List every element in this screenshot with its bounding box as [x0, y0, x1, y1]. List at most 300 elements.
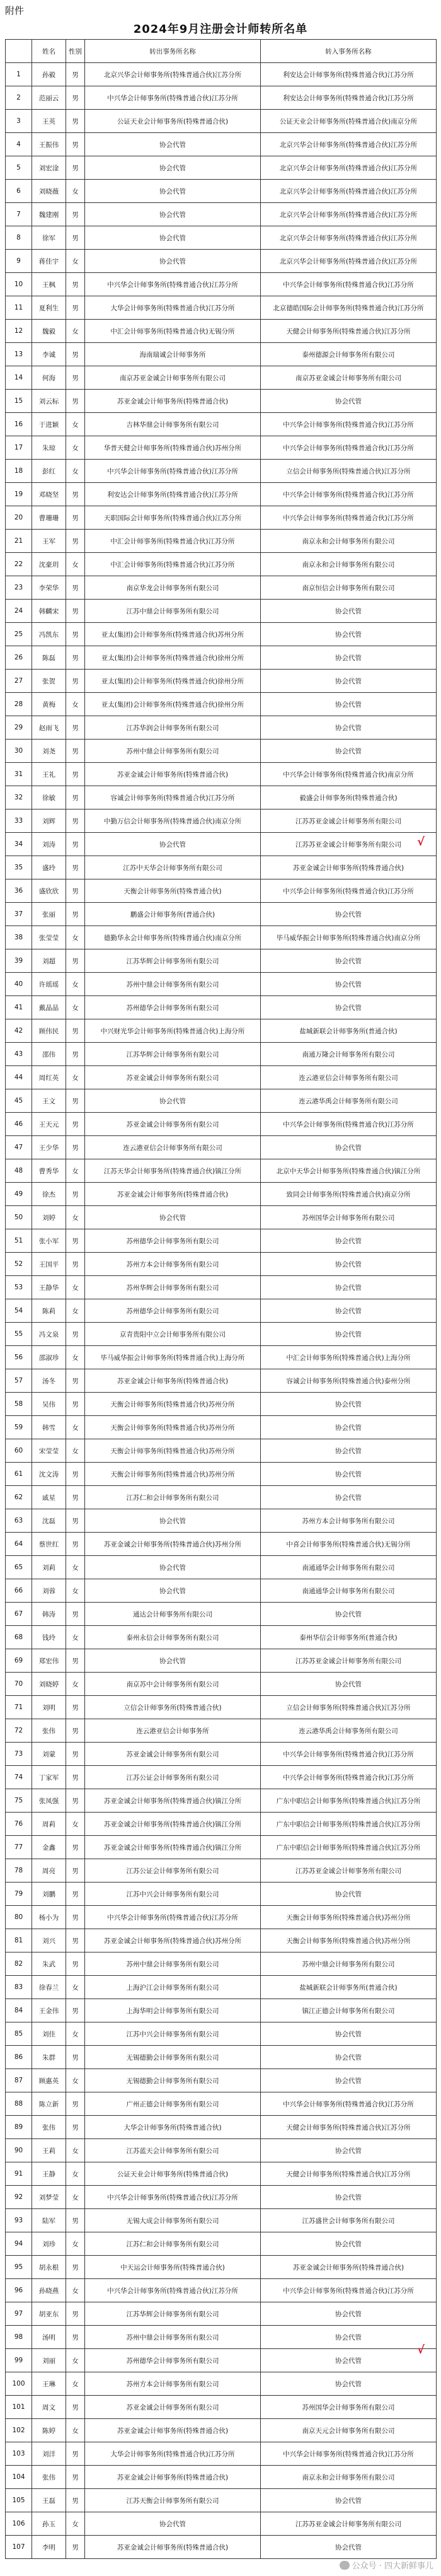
row-name: 陈婷	[32, 2419, 66, 2442]
table-row	[6, 226, 437, 250]
row-index: 7	[6, 203, 32, 226]
row-to-firm: 协会代管	[261, 1439, 437, 1463]
row-from-firm: 容诚会计师事务所(特殊普通合伙)江苏分所	[85, 786, 261, 809]
row-name: 汤明	[32, 2326, 66, 2349]
row-from-firm: 公证天业会计师事务所(特殊普通合伙)	[85, 2162, 261, 2186]
row-to-firm: 毕马威华振会计师事务所(特殊普通合伙)南京分所	[261, 926, 437, 949]
row-to-firm: 协会代管	[261, 1136, 437, 1159]
row-name: 张莹莹	[32, 926, 66, 949]
row-index: 2	[6, 86, 32, 110]
row-index: 20	[6, 506, 32, 530]
row-index: 53	[6, 1276, 32, 1299]
row-gender: 男	[66, 366, 85, 390]
row-name: 刘蓉	[32, 1579, 66, 1603]
row-index: 1	[6, 63, 32, 86]
row-to-firm: 连云港华禹会计师事务所有限公司	[261, 1089, 437, 1113]
row-gender: 男	[66, 1183, 85, 1206]
row-index: 48	[6, 1159, 32, 1183]
table-row	[6, 1626, 437, 1649]
watermark-text: 公众号 · 四大新鲜事儿	[352, 2561, 433, 2571]
row-gender: 女	[66, 1556, 85, 1579]
row-to-firm: 立信会计师事务所(特殊普通合伙)江苏分所	[261, 460, 437, 483]
row-index: 38	[6, 926, 32, 949]
row-name: 刘晓婷	[32, 1673, 66, 1696]
row-gender: 男	[66, 2396, 85, 2419]
row-index: 79	[6, 1883, 32, 1906]
row-gender: 男	[66, 2489, 85, 2512]
table-row	[6, 180, 437, 203]
row-gender: 男	[66, 856, 85, 879]
row-index: 34	[6, 833, 32, 856]
row-gender: 男	[66, 483, 85, 506]
row-gender: 女	[66, 1299, 85, 1323]
table-row	[6, 390, 437, 413]
row-to-firm: 中兴华会计师事务所(特殊普通合伙)江苏分所	[261, 1743, 437, 1766]
table-row	[6, 1066, 437, 1089]
row-to-firm: 连云港亚信会计师事务所有限公司	[261, 1066, 437, 1089]
row-from-firm: 天衡会计师事务所(特殊普通合伙)苏州分所	[85, 1416, 261, 1439]
table-row	[6, 1463, 437, 1486]
row-index: 42	[6, 1019, 32, 1043]
row-index: 11	[6, 296, 32, 320]
row-name: 沈磊	[32, 1509, 66, 1533]
row-from-firm: 苏州中鼎会计师事务所有限公司	[85, 973, 261, 996]
row-name: 王莉	[32, 2139, 66, 2162]
row-to-firm: 协会代管	[261, 1393, 437, 1416]
row-gender: 女	[66, 2372, 85, 2396]
row-index: 36	[6, 879, 32, 903]
row-from-firm: 苏亚金诚会计师事务所(特殊普通合伙)	[85, 390, 261, 413]
row-from-firm: 中兴华会计师事务所(特殊普通合伙)江苏分所	[85, 2279, 261, 2302]
row-to-firm: 协会代管	[261, 2349, 437, 2372]
table-row	[6, 1533, 437, 1556]
row-name: 沈豪玥	[32, 553, 66, 576]
row-gender: 女	[66, 1579, 85, 1603]
row-gender: 男	[66, 1019, 85, 1043]
row-index: 81	[6, 1929, 32, 1952]
row-to-firm: 江苏苏亚金诚会计师事务所有限公司	[261, 833, 437, 856]
row-name: 赵雨飞	[32, 716, 66, 740]
table-row	[6, 833, 437, 856]
row-gender: 女	[66, 2139, 85, 2162]
row-from-firm: 协会代管	[85, 180, 261, 203]
table-row	[6, 926, 437, 949]
row-to-firm: 南通通华会计师事务所有限公司	[261, 1579, 437, 1603]
row-to-firm: 中兴华会计师事务所(特殊普通合伙)南京分所	[261, 763, 437, 786]
row-index: 75	[6, 1789, 32, 1813]
row-to-firm: 北京德皓国际会计师事务所(特殊普通合伙)江苏分所	[261, 296, 437, 320]
table-row	[6, 366, 437, 390]
row-gender: 男	[66, 576, 85, 600]
table-row	[6, 530, 437, 553]
row-index: 98	[6, 2326, 32, 2349]
row-to-firm: 协会代管	[261, 670, 437, 693]
row-index: 6	[6, 180, 32, 203]
row-name: 盛玲	[32, 856, 66, 879]
row-gender: 男	[66, 226, 85, 250]
row-name: 孙玉	[32, 2512, 66, 2536]
row-name: 吴伟	[32, 1393, 66, 1416]
row-from-firm: 协会代管	[85, 1579, 261, 1603]
row-gender: 男	[66, 2209, 85, 2232]
row-from-firm: 协会代管	[85, 1556, 261, 1579]
row-name: 郑宏伟	[32, 1649, 66, 1673]
row-name: 刘婷	[32, 1206, 66, 1229]
table-row	[6, 716, 437, 740]
row-index: 66	[6, 1579, 32, 1603]
row-to-firm: 南京天元会计师事务所有限公司	[261, 2419, 437, 2442]
row-gender: 女	[66, 1206, 85, 1229]
row-name: 胡永根	[32, 2256, 66, 2279]
row-from-firm: 上海沪江会计师事务所有限公司	[85, 1976, 261, 1999]
row-index: 54	[6, 1299, 32, 1323]
header-from-firm: 转出事务所名称	[85, 40, 261, 63]
row-to-firm: 中兴华会计师事务所(特殊普通合伙)江苏分所	[261, 1113, 437, 1136]
table-row	[6, 2419, 437, 2442]
row-to-firm: 协会代管	[261, 2489, 437, 2512]
row-index: 23	[6, 576, 32, 600]
row-to-firm: 协会代管	[261, 740, 437, 763]
row-gender: 男	[66, 809, 85, 833]
row-to-firm: 协会代管	[261, 2372, 437, 2396]
row-gender: 女	[66, 1813, 85, 1836]
row-index: 96	[6, 2279, 32, 2302]
row-from-firm: 亚太(集团)会计师事务所(特殊普通合伙)苏州分所	[85, 623, 261, 646]
row-name: 王静华	[32, 1276, 66, 1299]
table-row	[6, 553, 437, 576]
row-name: 王英	[32, 110, 66, 133]
row-name: 陈莉	[32, 1299, 66, 1323]
row-name: 刘珍	[32, 2232, 66, 2256]
row-index: 78	[6, 1859, 32, 1883]
table-row	[6, 1556, 437, 1579]
row-index: 106	[6, 2512, 32, 2536]
row-to-firm: 中兴华会计师事务所(特殊普通合伙)江苏分所	[261, 413, 437, 436]
table-row	[6, 506, 437, 530]
row-name: 陈磊	[32, 646, 66, 670]
row-to-firm: 中兴华会计师事务所(特殊普通合伙)江苏分所	[261, 879, 437, 903]
row-from-firm: 京青贵阳中立会计师事务所有限公司	[85, 1323, 261, 1346]
row-index: 59	[6, 1416, 32, 1439]
row-from-firm: 协会代管	[85, 1509, 261, 1533]
row-gender: 男	[66, 1323, 85, 1346]
row-to-firm: 协会代管	[261, 1416, 437, 1439]
row-gender: 女	[66, 413, 85, 436]
table-row	[6, 1159, 437, 1183]
table-row	[6, 2536, 437, 2559]
table-row	[6, 1603, 437, 1626]
header-to-firm: 转入事务所名称	[261, 40, 437, 63]
table-row	[6, 1859, 437, 1883]
table-row	[6, 2162, 437, 2186]
row-from-firm: 苏亚金诚会计师事务所(特殊普通合伙)	[85, 1369, 261, 1393]
table-row	[6, 1323, 437, 1346]
row-from-firm: 中勤万信会计师事务所(特殊普通合伙)南京分所	[85, 809, 261, 833]
row-from-firm: 江苏仁和会计师事务所有限公司	[85, 1486, 261, 1509]
row-from-firm: 北京兴华会计师事务所(特殊普通合伙)江苏分所	[85, 63, 261, 86]
row-name: 王金伟	[32, 1999, 66, 2022]
table-row	[6, 1906, 437, 1929]
row-name: 王少华	[32, 1136, 66, 1159]
table-row	[6, 670, 437, 693]
row-gender: 女	[66, 436, 85, 460]
row-to-firm: 中兴华会计师事务所(特殊普通合伙)江苏分所	[261, 2279, 437, 2302]
row-index: 107	[6, 2536, 32, 2559]
row-name: 刘辉	[32, 809, 66, 833]
row-index: 52	[6, 1253, 32, 1276]
row-gender: 女	[66, 1159, 85, 1183]
table-row	[6, 1509, 437, 1533]
row-index: 19	[6, 483, 32, 506]
table-row	[6, 600, 437, 623]
row-to-firm: 天健会计师事务所(特殊普通合伙)江苏分所	[261, 2162, 437, 2186]
table-row	[6, 343, 437, 366]
row-to-firm: 江苏苏亚金诚会计师事务所有限公司	[261, 809, 437, 833]
row-name: 朱武	[32, 1952, 66, 1976]
table-row	[6, 1346, 437, 1369]
row-gender: 女	[66, 2186, 85, 2209]
row-to-firm: 协会代管	[261, 2186, 437, 2209]
row-name: 盛欣欣	[32, 879, 66, 903]
row-gender: 女	[66, 2022, 85, 2046]
row-gender: 女	[66, 1976, 85, 1999]
row-gender: 女	[66, 320, 85, 343]
table-row	[6, 1952, 437, 1976]
row-gender: 女	[66, 1276, 85, 1299]
table-row	[6, 2326, 437, 2349]
table-row	[6, 973, 437, 996]
row-to-firm: 北京兴华会计师事务所(特殊普通合伙)江苏分所	[261, 203, 437, 226]
row-from-firm: 亚太(集团)会计师事务所(特殊普通合伙)徐州分所	[85, 646, 261, 670]
table-row	[6, 1113, 437, 1136]
row-gender: 男	[66, 86, 85, 110]
row-to-firm: 苏州中鼎会计师事务所有限公司	[261, 1952, 437, 1976]
row-index: 18	[6, 460, 32, 483]
red-check-mark: √	[417, 2343, 425, 2357]
row-to-firm: 天衡会计师事务所(特殊普通合伙)苏州分所	[261, 1906, 437, 1929]
row-index: 25	[6, 623, 32, 646]
row-from-firm: 中兴华会计师事务所(特殊普通合伙)江苏分所	[85, 460, 261, 483]
row-index: 70	[6, 1673, 32, 1696]
row-to-firm: 中喜会计师事务所(特殊普通合伙)无锡分所	[261, 1533, 437, 1556]
row-to-firm: 苏亚金诚会计师事务所(特殊普通合伙)	[261, 2256, 437, 2279]
row-from-firm: 苏州中鼎会计师事务所有限公司	[85, 2326, 261, 2349]
row-name: 邵伟	[32, 1043, 66, 1066]
table-row	[6, 133, 437, 156]
row-name: 刘兴	[32, 1929, 66, 1952]
row-index: 100	[6, 2372, 32, 2396]
row-index: 64	[6, 1533, 32, 1556]
row-index: 16	[6, 413, 32, 436]
row-name: 张伟	[32, 2116, 66, 2139]
table-row	[6, 693, 437, 716]
row-from-firm: 江苏中天华会计师事务所有限公司	[85, 856, 261, 879]
row-name: 夏利生	[32, 296, 66, 320]
row-from-firm: 江苏华辉会计师事务所有限公司	[85, 1043, 261, 1066]
table-row	[6, 1393, 437, 1416]
table-row	[6, 809, 437, 833]
row-to-firm: 广东中职信会计师事务所(特殊普通合伙)江苏分所	[261, 1813, 437, 1836]
table-row	[6, 1976, 437, 1999]
row-index: 90	[6, 2139, 32, 2162]
row-gender: 男	[66, 1743, 85, 1766]
table-row	[6, 1836, 437, 1859]
row-index: 67	[6, 1603, 32, 1626]
row-gender: 男	[66, 949, 85, 973]
table-row	[6, 2442, 437, 2466]
row-gender: 男	[66, 2116, 85, 2139]
row-to-firm: 协会代管	[261, 1603, 437, 1626]
row-gender: 女	[66, 996, 85, 1019]
row-gender: 男	[66, 1463, 85, 1486]
row-to-firm: 北京兴华会计师事务所(特殊普通合伙)江苏分所	[261, 250, 437, 273]
table-row	[6, 856, 437, 879]
row-gender: 男	[66, 1089, 85, 1113]
row-to-firm: 协会代管	[261, 2302, 437, 2326]
row-name: 张丽	[32, 903, 66, 926]
row-name: 张凤强	[32, 1789, 66, 1813]
row-to-firm: 协会代管	[261, 1673, 437, 1696]
table-row	[6, 646, 437, 670]
row-to-firm: 盐城新联会计师事务所(普通合伙)	[261, 1019, 437, 1043]
table-row	[6, 2092, 437, 2116]
table-row	[6, 1299, 437, 1323]
row-name: 顾伟民	[32, 1019, 66, 1043]
row-to-firm: 协会代管	[261, 2046, 437, 2069]
row-from-firm: 协会代管	[85, 226, 261, 250]
row-name: 王文	[32, 1089, 66, 1113]
row-index: 47	[6, 1136, 32, 1159]
table-row	[6, 460, 437, 483]
row-gender: 女	[66, 2232, 85, 2256]
row-from-firm: 无锡德勤会计师事务所有限公司	[85, 2046, 261, 2069]
row-from-firm: 协会代管	[85, 156, 261, 180]
row-name: 王礼	[32, 763, 66, 786]
row-name: 曹秀华	[32, 1159, 66, 1183]
row-gender: 男	[66, 273, 85, 296]
row-gender: 女	[66, 1346, 85, 1369]
table-row	[6, 413, 437, 436]
table-row	[6, 1369, 437, 1393]
table-row	[6, 1183, 437, 1206]
row-gender: 男	[66, 786, 85, 809]
row-from-firm: 连云港亚信会计师事务所有限公司	[85, 1136, 261, 1159]
table-row	[6, 2139, 437, 2162]
row-name: 黄梅	[32, 693, 66, 716]
row-index: 77	[6, 1836, 32, 1859]
table-row	[6, 2466, 437, 2489]
row-gender: 男	[66, 1229, 85, 1253]
row-index: 57	[6, 1369, 32, 1393]
row-from-firm: 无锡大成会计师事务所有限公司	[85, 2209, 261, 2232]
row-gender: 男	[66, 1509, 85, 1533]
row-name: 彭红	[32, 460, 66, 483]
table-row	[6, 786, 437, 809]
row-from-firm: 苏亚金诚会计师事务所(特殊普通合伙)苏州分所	[85, 1929, 261, 1952]
wechat-icon	[340, 2561, 350, 2570]
row-index: 8	[6, 226, 32, 250]
row-gender: 男	[66, 1253, 85, 1276]
red-check-mark: √	[417, 835, 425, 849]
row-to-firm: 协会代管	[261, 1229, 437, 1253]
row-to-firm: 江苏苏亚金诚会计师事务所有限公司	[261, 2512, 437, 2536]
row-index: 76	[6, 1813, 32, 1836]
row-from-firm: 苏亚金诚会计师事务所有限公司	[85, 2396, 261, 2419]
row-from-firm: 南京苏亚金诚会计师事务所有限公司	[85, 366, 261, 390]
table-row	[6, 2022, 437, 2046]
table-row	[6, 203, 437, 226]
row-from-firm: 江苏公证会计师事务所有限公司	[85, 1859, 261, 1883]
table-row	[6, 1019, 437, 1043]
row-to-firm: 中汇会计师事务所(特殊普通合伙)上海分所	[261, 1346, 437, 1369]
row-from-firm: 立信会计师事务所(特殊普通合伙)	[85, 1696, 261, 1719]
table-row	[6, 1089, 437, 1113]
row-gender: 男	[66, 1043, 85, 1066]
row-name: 李明	[32, 2536, 66, 2559]
row-gender: 男	[66, 2256, 85, 2279]
row-name: 朱琼	[32, 436, 66, 460]
row-name: 王天元	[32, 1113, 66, 1136]
table-row	[6, 436, 437, 460]
row-from-firm: 大华会计师事务所(特殊普通合伙)	[85, 2116, 261, 2139]
row-name: 戴晶晶	[32, 996, 66, 1019]
row-to-firm: 致同会计师事务所(特殊普通合伙)南京分所	[261, 1183, 437, 1206]
row-name: 刘云标	[32, 390, 66, 413]
row-index: 29	[6, 716, 32, 740]
table-row	[6, 2046, 437, 2069]
row-gender: 女	[66, 693, 85, 716]
table-row	[6, 2372, 437, 2396]
row-from-firm: 大华会计师事务所(特殊普通合伙)江苏分所	[85, 2442, 261, 2466]
row-from-firm: 天衡会计师事务所(特殊普通合伙)苏州分所	[85, 1439, 261, 1463]
row-index: 94	[6, 2232, 32, 2256]
row-name: 刘尧	[32, 740, 66, 763]
row-from-firm: 苏州德华会计师事务所有限公司	[85, 2349, 261, 2372]
row-from-firm: 江苏华辉会计师事务所有限公司	[85, 949, 261, 973]
row-name: 刘超	[32, 949, 66, 973]
row-gender: 女	[66, 180, 85, 203]
table-row	[6, 1929, 437, 1952]
row-index: 46	[6, 1113, 32, 1136]
row-to-firm: 立信会计师事务所(特殊普通合伙)江苏分所	[261, 1696, 437, 1719]
row-from-firm: 江苏华辉会计师事务所有限公司	[85, 2302, 261, 2326]
row-to-firm: 苏亚金诚会计师事务所(特殊普通合伙)	[261, 856, 437, 879]
row-gender: 男	[66, 390, 85, 413]
row-to-firm: 江苏苏亚金诚会计师事务所有限公司	[261, 1859, 437, 1883]
row-name: 张贺	[32, 670, 66, 693]
row-to-firm: 协会代管	[261, 2022, 437, 2046]
row-from-firm: 苏州中鼎会计师事务所有限公司	[85, 740, 261, 763]
row-from-firm: 江苏中兴会计师事务所有限公司	[85, 2022, 261, 2046]
row-to-firm: 利安达会计师事务所(特殊普通合伙)江苏分所	[261, 86, 437, 110]
row-index: 3	[6, 110, 32, 133]
table-row	[6, 110, 437, 133]
row-to-firm: 南京永和会计师事务所有限公司	[261, 553, 437, 576]
row-name: 徐敏	[32, 786, 66, 809]
row-to-firm: 协会代管	[261, 1253, 437, 1276]
row-gender: 男	[66, 1696, 85, 1719]
row-index: 13	[6, 343, 32, 366]
row-gender: 男	[66, 156, 85, 180]
row-from-firm: 亚太(集团)会计师事务所(特殊普通合伙)徐州分所	[85, 693, 261, 716]
row-gender: 男	[66, 1836, 85, 1859]
row-index: 28	[6, 693, 32, 716]
header-name: 姓名	[32, 40, 66, 63]
row-from-firm: 苏亚金诚会计师事务所(特殊普通合伙)镇江分所	[85, 1789, 261, 1813]
row-name: 范丽云	[32, 86, 66, 110]
transfer-table	[5, 39, 437, 2559]
row-to-firm: 协会代管	[261, 1486, 437, 1509]
